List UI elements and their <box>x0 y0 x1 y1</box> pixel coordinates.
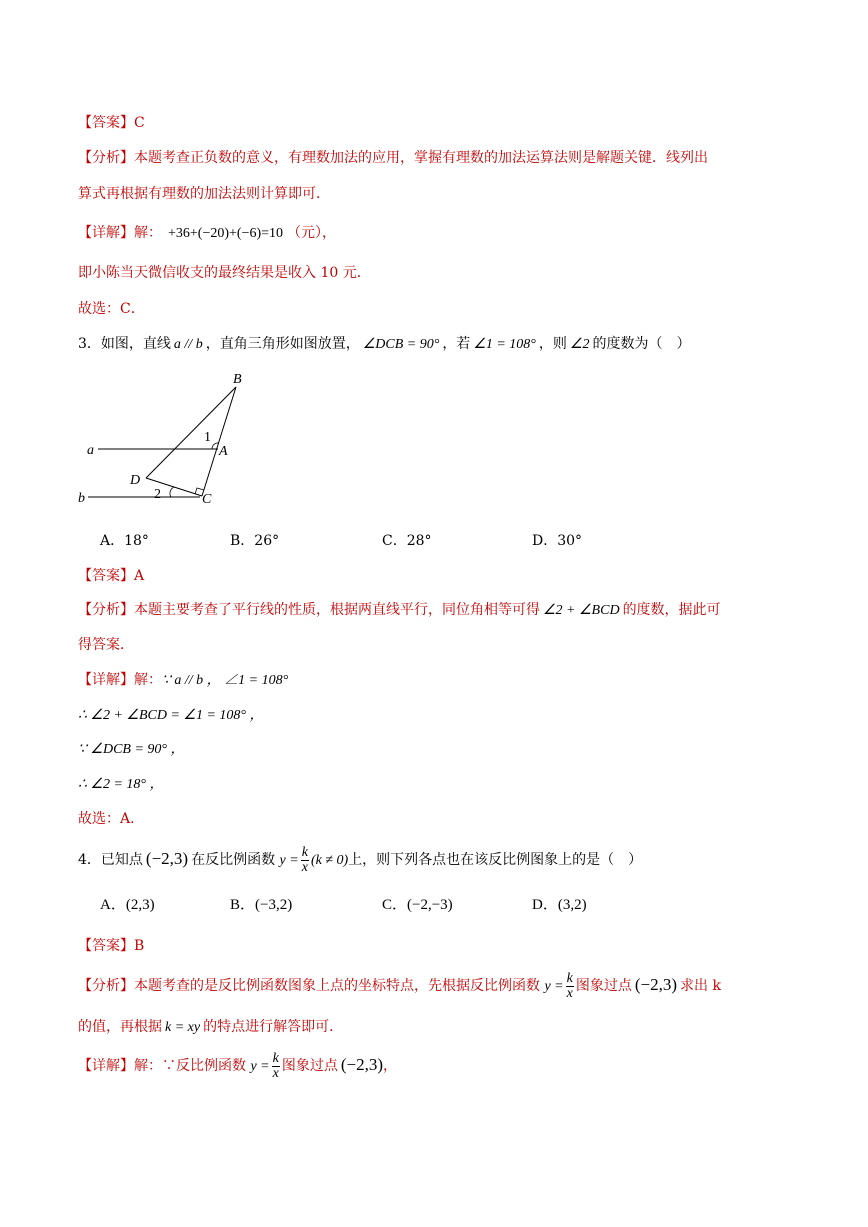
q2-choice: 故选：C． <box>78 301 145 317</box>
q4-analysis-line2 <box>78 1016 343 1036</box>
stem-text: 上，则下列各点也在该反比例图象上的是（ ） <box>348 852 643 868</box>
triangle-side-bd <box>146 387 236 478</box>
fraction-numerator: k <box>272 1050 279 1066</box>
label-d-vertex: D <box>130 473 141 488</box>
label-angle-2: 2 <box>154 487 161 502</box>
analysis-tag: 【分析】 <box>78 978 134 994</box>
detail-tag: 【详解】 <box>78 1058 134 1074</box>
q3-choice: 故选：A． <box>78 811 145 827</box>
stem-text: ，直角三角形如图放置， <box>205 336 360 352</box>
q3-analysis-line1 <box>78 599 721 619</box>
answer-tag: 【答案】 <box>78 938 134 954</box>
question-number: 4． <box>78 852 101 868</box>
q4-detail-line1 <box>78 1048 397 1082</box>
label-line-b: b <box>78 491 85 506</box>
answer-tag: 【答案】 <box>78 115 134 131</box>
label-a-vertex: A <box>219 444 228 459</box>
detail-tag: 【详解】 <box>78 225 134 241</box>
q3-detail-line1 <box>78 669 288 689</box>
option-c: C．(−2,−3) <box>382 897 453 913</box>
stem-text: ，若 <box>442 336 471 352</box>
function-lhs: y = <box>250 1059 270 1074</box>
q2-analysis-line1 <box>78 147 708 167</box>
fraction-numerator: k <box>566 970 573 986</box>
analysis-text: 图象过点 <box>575 978 632 994</box>
q3-answer-line <box>78 565 144 585</box>
analysis-point: (−2,3) <box>634 975 678 994</box>
analysis-expression: ∠2 + ∠BCD <box>543 603 620 618</box>
analysis-text: 的度数，据此可 <box>622 602 721 618</box>
q2-analysis-line2: 算式再根据有理数的加法法则计算即可． <box>78 186 330 202</box>
detail-prefix: 解： <box>134 672 162 688</box>
option-a: A．(2,3) <box>100 897 155 913</box>
function-condition: (k ≠ 0) <box>310 853 349 868</box>
function-lhs: y = <box>544 979 564 994</box>
fraction-denominator: x <box>301 859 308 875</box>
detail-expression: +36+(−20)+(−6)=10 <box>168 226 284 241</box>
detail-point: (−2,3) <box>340 1055 384 1074</box>
q2-detail-line2: 即小陈当天微信收支的最终结果是收入 10 元． <box>78 265 371 281</box>
stem-text: 的度数为（ ） <box>592 336 691 352</box>
analysis-expression: k = xy <box>165 1020 201 1035</box>
analysis-tag: 【分析】 <box>78 602 134 618</box>
analysis-text: 本题考查的是反比例函数图象上点的坐标特点，先根据反比例函数 <box>134 978 540 994</box>
answer-value: A <box>134 568 145 584</box>
analysis-text: 本题主要考查了平行线的性质，根据两直线平行，同位角相等可得 <box>134 602 540 618</box>
q3-analysis-line2: 得答案． <box>78 637 134 653</box>
q3-stem <box>78 333 690 353</box>
detail-text: ， <box>383 1058 398 1074</box>
detail-prefix: 解： <box>134 225 162 241</box>
fraction-denominator: x <box>566 985 573 1001</box>
stem-point: (−2,3) <box>145 849 189 868</box>
option-d: D．30° <box>532 533 583 549</box>
stem-text: 已知点 <box>100 852 143 868</box>
q4-answer-line <box>78 935 144 955</box>
stem-text: 如图，直线 <box>100 336 171 352</box>
function-lhs: y = <box>279 853 299 868</box>
detail-expression: ∵ a // b ， ∠1 = 108° <box>162 673 289 688</box>
fraction-denominator: x <box>272 1065 279 1081</box>
label-b-vertex: B <box>233 372 242 387</box>
answer-value: C <box>134 115 145 131</box>
detail-tag: 【详解】 <box>78 672 134 688</box>
stem-text: 在反比例函数 <box>191 852 276 868</box>
detail-text: 解：∵反比例函数 <box>134 1058 246 1074</box>
answer-value: B <box>134 938 145 954</box>
label-line-a: a <box>87 443 94 458</box>
option-b: B．26° <box>230 533 280 549</box>
analysis-text: 的特点进行解答即可． <box>203 1019 344 1035</box>
detail-unit: （元）， <box>287 225 337 241</box>
option-a: A．18° <box>100 533 149 549</box>
analysis-text: 求出 k <box>680 978 721 994</box>
option-b: B．(−3,2) <box>230 897 293 913</box>
stem-text: ，则 <box>538 336 567 352</box>
analysis-tag: 【分析】 <box>78 150 134 166</box>
option-c: C．28° <box>382 533 432 549</box>
answer-tag: 【答案】 <box>78 568 134 584</box>
q4-analysis-line1 <box>78 968 721 1002</box>
label-c-vertex: C <box>202 492 212 507</box>
stem-angle-1: ∠1 = 108° <box>473 337 536 352</box>
q2-answer-line <box>78 112 145 132</box>
fraction-numerator: k <box>301 844 308 860</box>
function-fraction <box>301 846 309 875</box>
q4-stem <box>78 842 642 876</box>
q2-detail-line1 <box>78 222 336 242</box>
q3-detail-line3: ∵ ∠DCB = 90° ， <box>78 742 185 757</box>
stem-angle-dcb: ∠DCB = 90° <box>362 337 440 352</box>
angle-2-arc <box>170 487 174 497</box>
function-fraction <box>272 1052 280 1081</box>
label-angle-1: 1 <box>204 430 211 445</box>
stem-angle-2: ∠2 <box>569 337 590 352</box>
q3-detail-line4: ∴ ∠2 = 18° ， <box>78 777 164 792</box>
analysis-text: 本题考查正负数的意义，有理数加法的应用，掌握有理数的加法运算法则是解题关键．线列出 <box>134 150 708 166</box>
question-number: 3． <box>78 336 101 352</box>
detail-text: 图象过点 <box>281 1058 338 1074</box>
q3-detail-line2: ∴ ∠2 + ∠BCD = ∠1 = 108° ， <box>78 708 264 723</box>
geometry-figure <box>78 365 258 510</box>
stem-parallel: a // b <box>173 337 203 352</box>
analysis-text: 的值，再根据 <box>78 1019 162 1035</box>
function-fraction <box>566 972 574 1001</box>
option-d: D．(3,2) <box>532 897 587 913</box>
